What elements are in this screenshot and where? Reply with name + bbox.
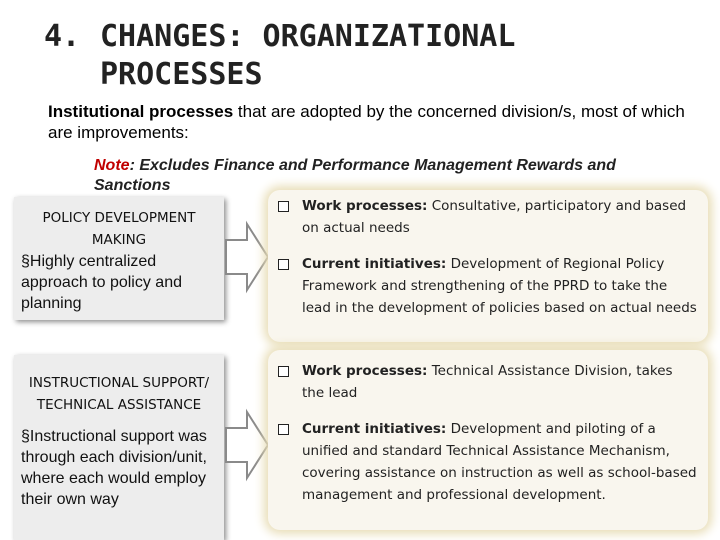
subtitle-text: that are adopted by the concerned division/s, most of which are improvements:: [48, 102, 685, 142]
item-text: Development of Regional Policy Framework and strengthening of the PPRD to take the lead in the development of policies based on actual needs: [302, 256, 697, 316]
checkbox-bullet-icon: [278, 259, 289, 270]
policy-development-box: [14, 197, 224, 320]
policy-work-processes-item: [268, 195, 708, 239]
item-label: Work processes:: [302, 198, 428, 214]
item-label: Current initiatives:: [302, 256, 447, 272]
ta-current-initiatives-item: [268, 418, 708, 506]
technical-assistance-changes-box: [268, 350, 708, 530]
item-label: Work processes:: [302, 363, 428, 379]
slide-number: 4.: [44, 19, 81, 54]
policy-changes-box: [268, 190, 708, 342]
arrow-right-icon: [225, 222, 270, 292]
subtitle-bold: Institutional processes: [48, 102, 234, 121]
item-text: Development and piloting of a unified and standard Technical Assistance Mechanism, covering assistance on instruction as well as school-based management and professional development.: [302, 421, 697, 503]
title-line-2: PROCESSES: [100, 57, 263, 92]
slide-title: [44, 18, 515, 94]
subtitle: [48, 101, 708, 143]
checkbox-bullet-icon: [278, 366, 289, 377]
ta-work-processes-item: [268, 360, 708, 404]
policy-development-body: §Highly centralized approach to policy and planning: [21, 253, 182, 312]
note: [94, 156, 694, 194]
instructional-support-body: §Instructional support was through each division/unit, where each would employ their own way: [21, 428, 207, 508]
checkbox-bullet-icon: [278, 424, 289, 435]
arrow-right-icon: [225, 410, 270, 480]
note-label: Note: [94, 157, 130, 174]
policy-development-heading: POLICY DEVELOPMENT MAKING: [42, 210, 196, 248]
note-text: : Excludes Finance and Performance Management Rewards and Sanctions: [94, 157, 616, 194]
item-text: Technical Assistance Division, takes the lead: [302, 363, 673, 401]
checkbox-bullet-icon: [278, 201, 289, 212]
instructional-support-heading: INSTRUCTIONAL SUPPORT/ TECHNICAL ASSISTANCE: [28, 375, 210, 413]
item-label: Current initiatives:: [302, 421, 447, 437]
title-line-1: CHANGES: ORGANIZATIONAL: [100, 19, 516, 54]
instructional-support-box: [14, 355, 224, 540]
item-text: Consultative, participatory and based on actual needs: [302, 198, 687, 236]
policy-current-initiatives-item: [268, 253, 708, 319]
